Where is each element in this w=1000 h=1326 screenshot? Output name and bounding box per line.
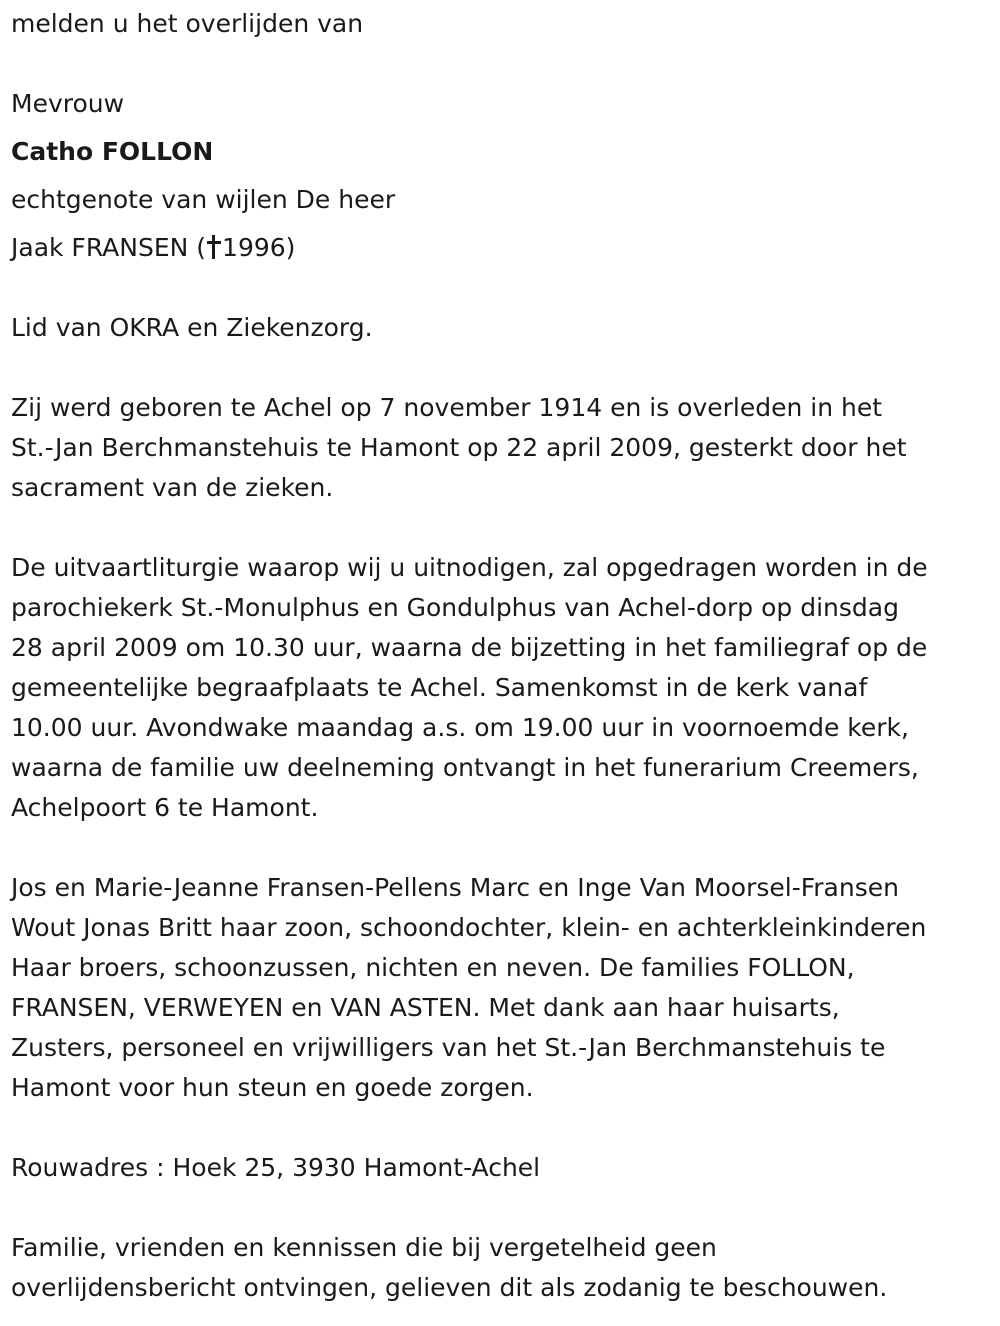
- paragraph-line: 28 april 2009 om 10.30 uur, waarna de bijzetting in het familiegraf op de: [11, 633, 928, 662]
- spacer: [11, 220, 990, 228]
- funeral-paragraph: [11, 548, 990, 828]
- paragraph-line: sacrament van de zieken.: [11, 473, 334, 502]
- paragraph-line: Achelpoort 6 te Hamont.: [11, 793, 319, 822]
- paragraph-line: De uitvaartliturgie waarop wij u uitnodigen, zal opgedragen worden in de: [11, 553, 928, 582]
- salutation: Mevrouw: [11, 89, 125, 118]
- spacer: [11, 1188, 990, 1228]
- spouse-name: Jaak FRANSEN (: [11, 233, 207, 262]
- deceased-name: Catho FOLLON: [11, 137, 214, 166]
- spacer: [11, 508, 990, 548]
- membership-text: Lid van OKRA en Ziekenzorg.: [11, 313, 373, 342]
- paragraph-line: St.-Jan Berchmanstehuis te Hamont op 22 april 2009, gesterkt door het: [11, 433, 907, 462]
- mourning-address: Rouwadres : Hoek 25, 3930 Hamont-Achel: [11, 1153, 541, 1182]
- spouse-name-line: [11, 228, 990, 268]
- spacer: [11, 1108, 990, 1148]
- spacer: [11, 268, 990, 308]
- cross-icon: [207, 234, 221, 260]
- paragraph-line: Jos en Marie-Jeanne Fransen-Pellens Marc en Inge Van Moorsel-Fransen: [11, 873, 899, 902]
- intro-text: melden u het overlijden van: [11, 9, 364, 38]
- closing-paragraph: [11, 1228, 990, 1308]
- family-paragraph: [11, 868, 990, 1108]
- paragraph-line: 10.00 uur. Avondwake maandag a.s. om 19.00 uur in voornoemde kerk,: [11, 713, 909, 742]
- paragraph-line: FRANSEN, VERWEYEN en VAN ASTEN. Met dank aan haar huisarts,: [11, 993, 840, 1022]
- paragraph-line: Hamont voor hun steun en goede zorgen.: [11, 1073, 534, 1102]
- paragraph-line: Wout Jonas Britt haar zoon, schoondochter, klein- en achterkleinkinderen: [11, 913, 927, 942]
- paragraph-line: Familie, vrienden en kennissen die bij vergetelheid geen: [11, 1233, 717, 1262]
- spacer: [11, 172, 990, 180]
- paragraph-line: gemeentelijke begraafplaats te Achel. Samenkomst in de kerk vanaf: [11, 673, 868, 702]
- paragraph-line: Haar broers, schoonzussen, nichten en neven. De families FOLLON,: [11, 953, 855, 982]
- paragraph-line: waarna de familie uw deelneming ontvangt in het funerarium Creemers,: [11, 753, 919, 782]
- paragraph-line: Zij werd geboren te Achel op 7 november 1914 en is overleden in het: [11, 393, 883, 422]
- spacer: [11, 828, 990, 868]
- paragraph-line: parochiekerk St.-Monulphus en Gondulphus van Achel-dorp op dinsdag: [11, 593, 899, 622]
- spouse-line: echtgenote van wijlen De heer: [11, 185, 396, 214]
- spacer: [11, 124, 990, 132]
- paragraph-line: Zusters, personeel en vrijwilligers van het St.-Jan Berchmanstehuis te: [11, 1033, 886, 1062]
- paragraph-line: overlijdensbericht ontvingen, gelieven dit als zodanig te beschouwen.: [11, 1273, 888, 1302]
- birth-death-paragraph: [11, 388, 990, 508]
- spacer: [11, 348, 990, 388]
- spacer: [11, 44, 990, 84]
- spouse-death-year: 1996): [222, 233, 296, 262]
